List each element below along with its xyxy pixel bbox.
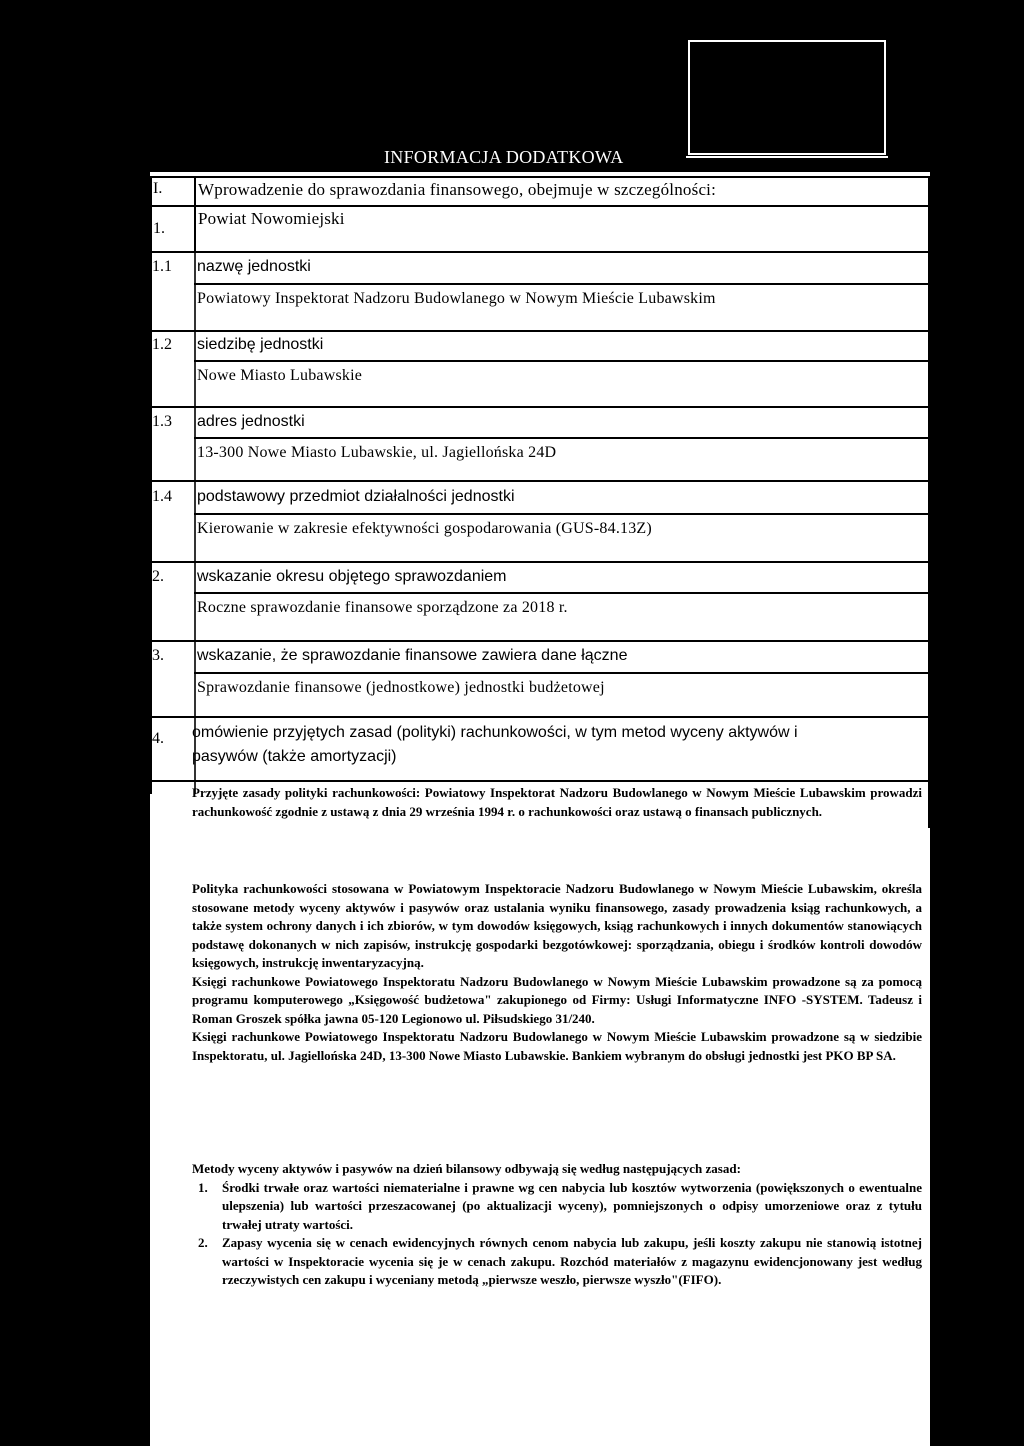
policy-text: Księgi rachunkowe Powiatowego Inspektoratu Nadzoru Budowlanego w Nowym Mieście Lubawskim prowadzone są w siedzibie Inspektoratu, ul. Jagiellońska 24D, 13-300 Nowe Miasto Lubawskie. Bankiem wybranym do obsługi jednostki jest PKO BP SA.	[192, 1029, 922, 1063]
list-number: 1.	[198, 1179, 208, 1195]
divider	[686, 156, 888, 158]
methods-section	[192, 1160, 922, 1290]
row-value: Sprawozdanie finansowe (jednostkowe) jednostki budżetowej	[197, 679, 605, 696]
row-divider	[150, 780, 930, 782]
section-heading: Wprowadzenie do sprawozdania finansowego, obejmuje w szczególności:	[198, 180, 717, 199]
table-border-right	[928, 176, 930, 828]
policy-paragraph	[192, 784, 922, 821]
row-divider	[150, 251, 930, 253]
row-label: podstawowy przedmiot działalności jednostki	[197, 488, 515, 505]
row-label: Powiat Nowomiejski	[198, 209, 345, 228]
row-divider	[150, 716, 930, 718]
row-divider	[150, 640, 930, 642]
row-value: Nowe Miasto Lubawskie	[197, 367, 363, 384]
policy-text: Polityka rachunkowości stosowana w Powiatowym Inspektoracie Nadzoru Budowlanego w Nowym Mieście Lubawskim, określa stosowane metody wyceny aktywów i pasywów oraz ustalania wyniku finansowego, zasady prowadzenia ksiąg rachunkowych, a także system ochrony danych i ich zbiorów, w tym dowodów księgowych, ksiąg rachunkowych i innych dokumentów stanowiących podstawę dokonanych w nich zapisów, instrukcję gospodarki bezgotówkowej: sporządzania, obiegu i środków kontroli dowodów księgowych, instrukcję inwentaryzacyjną.	[192, 881, 922, 970]
list-text: Zapasy wycenia się w cenach ewidencyjnych równych cenom nabycia lub zakupu, jeśli koszty zakupu nie stanowią istotnej wartości w Inspektoracie wycenia się je w cenach zakupu. Rozchód materiałów z magazynu ewidencjonowany jest według rzeczywistych cen zakupu i wyceniany metodą „pierwsze weszło, pierwsze wyszło"(FIFO).	[222, 1235, 922, 1287]
policy-paragraph	[192, 880, 922, 1065]
row-divider	[194, 513, 930, 515]
row-divider	[150, 480, 930, 482]
row-number: 3.	[152, 647, 164, 664]
row-divider	[150, 561, 930, 563]
row-label: siedzibę jednostki	[197, 336, 324, 353]
column-divider	[194, 252, 196, 794]
list-item	[192, 1179, 922, 1235]
policy-text: Księgi rachunkowe Powiatowego Inspektoratu Nadzoru Budowlanego w Nowym Mieście Lubawskim prowadzone są za pomocą programu komputerowego „Księgowość budżetowa" zakupionego od Firmy: Usługi Informatyczne INFO -SYSTEM. Tadeusz i Roman Groszek spółka jawna 05-120 Legionowo ul. Piłsudskiego 31/240.	[192, 973, 922, 1026]
row-number: 1.	[153, 220, 165, 237]
row-value: 13-300 Nowe Miasto Lubawskie, ul. Jagiellońska 24D	[197, 444, 557, 461]
row-divider	[194, 283, 930, 285]
methods-list	[192, 1179, 922, 1290]
row-label: wskazanie, że sprawozdanie finansowe zawiera dane łączne	[197, 647, 628, 664]
methods-intro: Metody wyceny aktywów i pasywów na dzień bilansowy odbywają się według następujących zasad:	[192, 1161, 741, 1176]
row-divider	[194, 672, 930, 674]
row-label: pasywów (także amortyzacji)	[192, 748, 397, 765]
row-number: 1.4	[152, 488, 172, 505]
row-divider	[150, 176, 930, 178]
row-number: 4.	[152, 730, 164, 747]
row-label: adres jednostki	[197, 413, 305, 430]
row-value: Roczne sprawozdanie finansowe sporządzone za 2018 r.	[197, 599, 568, 616]
policy-intro: Przyjęte zasady polityki rachunkowości: Powiatowy Inspektorat Nadzoru Budowlanego w Nowym Mieście Lubawskim prowadzi rachunkowość zgodnie z ustawą z dnia 29 września 1994 r. o rachunkowości oraz ustawą o finansach publicznych.	[192, 785, 922, 819]
list-text: Środki trwałe oraz wartości niematerialne i prawne wg cen nabycia lub kosztów wytworzenia (powiększonych o ewentualne ulepszenia) lub wartości przeszacowanej (po aktualizacji wyceny), pomniejszonych o odpisy umorzeniowe oraz z tytułu trwałej utraty wartości.	[222, 1179, 922, 1232]
row-number: 1.1	[152, 258, 172, 275]
page-title: INFORMACJA DODATKOWA	[384, 147, 624, 167]
row-divider	[150, 406, 930, 408]
row-divider	[150, 330, 930, 332]
row-number: 1.3	[152, 413, 172, 430]
row-label: nazwę jednostki	[197, 258, 311, 275]
section-number: I.	[153, 180, 163, 197]
row-divider	[194, 360, 930, 362]
column-divider	[194, 176, 196, 252]
row-divider	[150, 205, 930, 207]
list-number: 2.	[198, 1235, 208, 1250]
row-label: omówienie przyjętych zasad (polityki) rachunkowości, w tym metod wyceny aktywów i	[192, 724, 798, 741]
row-value: Kierowanie w zakresie efektywności gospodarowania (GUS-84.13Z)	[197, 520, 652, 537]
stamp-box	[688, 40, 886, 155]
row-value: Powiatowy Inspektorat Nadzoru Budowlanego w Nowym Mieście Lubawskim	[197, 290, 716, 307]
row-divider	[194, 592, 930, 594]
row-number: 2.	[152, 568, 164, 585]
row-number: 1.2	[152, 336, 172, 353]
list-item	[192, 1234, 922, 1290]
row-label: wskazanie okresu objętego sprawozdaniem	[197, 568, 507, 585]
row-divider	[194, 437, 930, 439]
